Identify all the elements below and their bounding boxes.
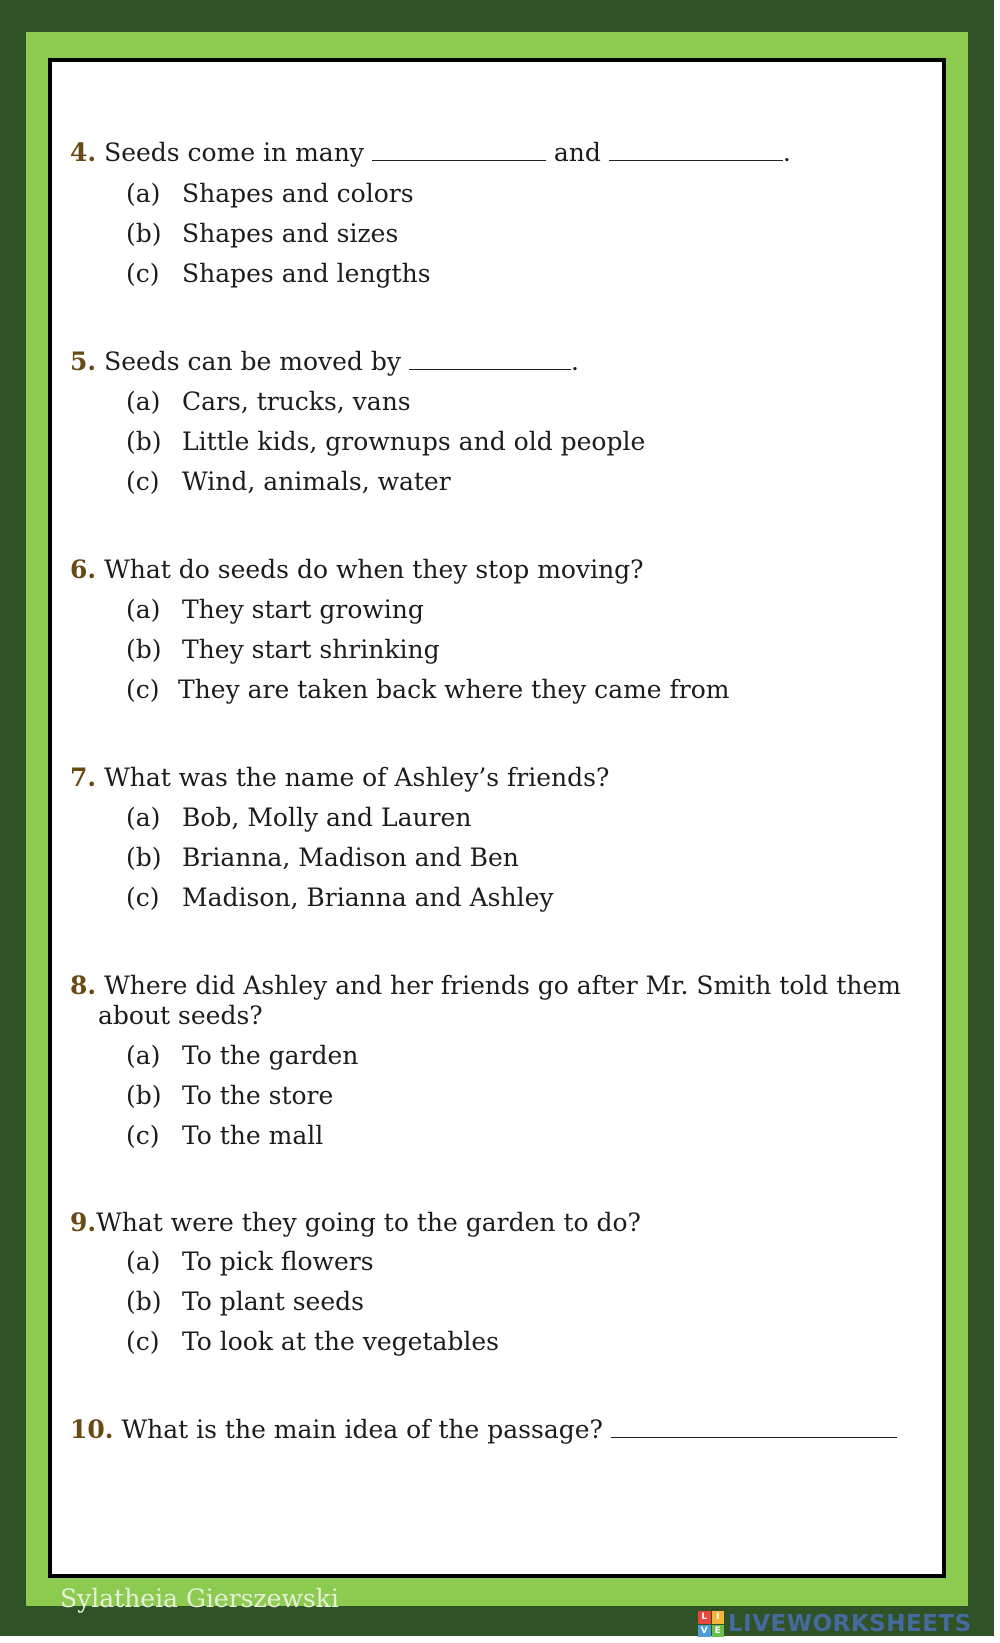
option-label: (a) bbox=[126, 179, 161, 208]
answer-blank[interactable] bbox=[409, 368, 571, 370]
question-number: 9. bbox=[70, 1208, 97, 1237]
option-label: (b) bbox=[126, 843, 162, 872]
option-label: (b) bbox=[126, 1081, 162, 1110]
question-prompt: What were they going to the garden to do? bbox=[96, 1208, 641, 1237]
option-text: Wind, animals, water bbox=[182, 467, 451, 496]
option-text: They are taken back where they came from bbox=[178, 675, 730, 704]
option-text: To plant seeds bbox=[182, 1287, 364, 1316]
question-prompt-mid: and bbox=[553, 138, 601, 167]
author-name: Sylatheia Gierszewski bbox=[60, 1584, 339, 1613]
question-prompt: Seeds come in many bbox=[104, 138, 364, 167]
question-10 bbox=[70, 1415, 897, 1444]
option-label: (c) bbox=[126, 675, 160, 704]
option-label: (b) bbox=[126, 427, 162, 456]
question-9 bbox=[70, 1208, 641, 1237]
option-label: (c) bbox=[126, 883, 160, 912]
question-number: 8. bbox=[70, 971, 97, 1000]
question-5 bbox=[70, 347, 579, 376]
question-prompt-end: . bbox=[570, 347, 579, 376]
option-text: Shapes and sizes bbox=[182, 219, 399, 248]
option-text: They start shrinking bbox=[182, 635, 440, 664]
question-number: 10. bbox=[70, 1415, 114, 1444]
option-text: Shapes and lengths bbox=[182, 259, 431, 288]
question-prompt: Seeds can be moved by bbox=[104, 347, 402, 376]
logo-letter: E bbox=[712, 1625, 725, 1638]
question-number: 4. bbox=[70, 138, 97, 167]
option-label: (c) bbox=[126, 1121, 160, 1150]
option-text: Cars, trucks, vans bbox=[182, 387, 411, 416]
logo-letter: V bbox=[698, 1625, 711, 1638]
option-label: (c) bbox=[126, 259, 160, 288]
option-text: Little kids, grownups and old people bbox=[182, 427, 646, 456]
question-prompt: Where did Ashley and her friends go after Mr. Smith told them bbox=[104, 971, 901, 1000]
question-number: 6. bbox=[70, 555, 97, 584]
option-label: (c) bbox=[126, 467, 160, 496]
option-text: Madison, Brianna and Ashley bbox=[182, 883, 554, 912]
answer-blank[interactable] bbox=[372, 159, 546, 161]
option-text: Bob, Molly and Lauren bbox=[182, 803, 472, 832]
question-number: 7. bbox=[70, 763, 97, 792]
question-prompt: What was the name of Ashley’s friends? bbox=[104, 763, 610, 792]
question-6 bbox=[70, 555, 644, 584]
question-8 bbox=[70, 971, 901, 1000]
question-prompt-end: . bbox=[782, 138, 791, 167]
option-text: They start growing bbox=[182, 595, 424, 624]
option-label: (c) bbox=[126, 1327, 160, 1356]
option-text: To pick flowers bbox=[182, 1247, 374, 1276]
option-label: (b) bbox=[126, 1287, 162, 1316]
option-text: Brianna, Madison and Ben bbox=[182, 843, 519, 872]
option-text: Shapes and colors bbox=[182, 179, 414, 208]
brand-text: LIVEWORKSHEETS bbox=[728, 1611, 972, 1637]
logo-letter: L bbox=[698, 1611, 711, 1624]
answer-blank[interactable] bbox=[609, 159, 783, 161]
liveworksheets-brand[interactable] bbox=[698, 1608, 994, 1640]
question-prompt-line2: about seeds? bbox=[98, 1001, 263, 1030]
option-text: To the store bbox=[182, 1081, 334, 1110]
question-number: 5. bbox=[70, 347, 97, 376]
logo-letter: I bbox=[712, 1611, 725, 1624]
question-7 bbox=[70, 763, 609, 792]
question-4 bbox=[70, 138, 791, 167]
option-text: To the garden bbox=[182, 1041, 359, 1070]
option-label: (b) bbox=[126, 219, 162, 248]
option-label: (a) bbox=[126, 595, 161, 624]
option-label: (a) bbox=[126, 1247, 161, 1276]
question-prompt: What is the main idea of the passage? bbox=[121, 1415, 603, 1444]
liveworksheets-logo-icon bbox=[698, 1611, 724, 1637]
question-prompt: What do seeds do when they stop moving? bbox=[104, 555, 644, 584]
answer-blank[interactable] bbox=[611, 1436, 897, 1438]
option-label: (a) bbox=[126, 1041, 161, 1070]
question-8-line-2 bbox=[98, 1001, 263, 1030]
option-label: (a) bbox=[126, 803, 161, 832]
option-text: To the mall bbox=[182, 1121, 324, 1150]
option-text: To look at the vegetables bbox=[182, 1327, 500, 1356]
option-label: (b) bbox=[126, 635, 162, 664]
option-label: (a) bbox=[126, 387, 161, 416]
